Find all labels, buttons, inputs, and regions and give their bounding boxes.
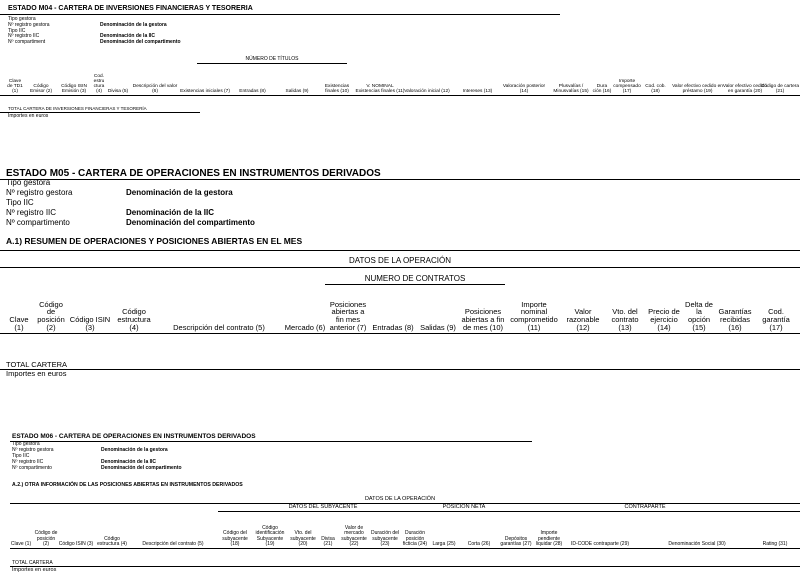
m05-header-label: Tipo IIC [6, 198, 34, 207]
m05-header-label: Nº registro gestora [6, 188, 73, 197]
m06-column-label: Código ISIN (3) [58, 540, 94, 547]
m05-header-label: Nº registro IIC [6, 208, 57, 217]
m04-header-label: Nº registro IIC [8, 33, 40, 40]
m05-column-header [714, 284, 756, 332]
m06-column-label: Código identificación Subyacente (19) [255, 525, 285, 547]
m06-column-label: Duración del subyacente (23) [370, 530, 400, 547]
m05-column-header [156, 284, 282, 332]
m05-column-header [282, 284, 328, 332]
m05-column-header [68, 284, 112, 332]
m04-column-header [180, 64, 230, 94]
m04-column-header [56, 64, 92, 94]
m06-column-header [94, 512, 130, 547]
m04-header-label: Tipo IIC [8, 27, 26, 34]
m05-header-label: Nº compartimento [6, 218, 70, 227]
m05-column-label: Código de posición (2) [37, 299, 65, 333]
m06-units: Importes en euros [12, 567, 57, 573]
m05-column-header [684, 284, 714, 332]
m05-column-label: Código estructura (4) [117, 307, 151, 333]
m06-column-header [458, 512, 500, 547]
m04-header-label: Nº registro gestora [8, 21, 50, 28]
m04-column-header [130, 64, 180, 94]
m06-header-label: Tipo IIC [12, 452, 30, 459]
m04-column-label: Valor efectivo cedido en garantía (20) [722, 83, 768, 94]
m06-group-datos-subyacente: DATOS DEL SUBYACENTE [288, 504, 358, 510]
m06-column-header [130, 512, 216, 547]
m05-column-header [508, 284, 560, 332]
m04-column-label: Cod. estru ctura (4) [93, 73, 105, 94]
m06-column-header [338, 512, 370, 547]
m05-column-header [112, 284, 156, 332]
m06-group-contraparte: CONTRAPARTE [624, 504, 666, 510]
m06-column-label: Vto. del subyacente (20) [290, 530, 316, 547]
m04-column-header [550, 64, 592, 94]
m06-column-header [218, 512, 252, 547]
m05-column-label: Posiciones abiertas a fin de mes (10) [461, 307, 505, 333]
m04-column-header [6, 64, 24, 94]
m06-column-header [400, 512, 430, 547]
m06-group-posicion-neta: POSICIÓN NETA [442, 504, 486, 510]
m04-column-label: Divisa (5) [107, 88, 129, 94]
m04-column-header [92, 64, 106, 94]
m06-column-label: Importe pendiente liquidar (28) [535, 530, 563, 547]
m06-column-label: ID-CODE contraparte (29) [570, 540, 630, 547]
m06-header-value: Denominación de la IIC [101, 458, 157, 465]
m06-column-label: Denominación Social (30) [668, 540, 726, 547]
m04-header-value: Denominación de la IIC [100, 33, 156, 40]
m04-column-label: Valoración inicial (12) [404, 88, 450, 94]
m04-group-numero-titulos: NÚMERO DE TÍTULOS [245, 56, 299, 62]
m05-column-label: Código ISIN (3) [69, 315, 111, 333]
m05-column-header [560, 284, 606, 332]
m06-column-headers [0, 512, 800, 547]
m06-column-header [634, 512, 760, 547]
m06-column-label: Larga (25) [432, 540, 456, 547]
m06-column-label: Código de posición (2) [34, 530, 58, 547]
m06-column-header [58, 512, 94, 547]
m05-group-numero-contratos: NUMERO DE CONTRATOS [364, 274, 466, 283]
m06-column-header [252, 512, 288, 547]
m04-column-label: V. NOMINAL Existencias finales (11) [355, 83, 405, 94]
m06-column-header [566, 512, 634, 547]
m06-column-label: Corta (26) [467, 540, 491, 547]
m04-column-header [760, 64, 800, 94]
m05-group-datos-operacion: DATOS DE LA OPERACIÓN [349, 256, 451, 265]
m06-column-header [318, 512, 338, 547]
m06-header-rule [10, 548, 800, 549]
m04-column-header [402, 64, 452, 94]
m06-column-header [760, 512, 790, 547]
m05-column-header [4, 284, 34, 332]
m04-header-rule [0, 95, 800, 96]
m04-column-label: Plusvalías / Minusvalías (15) [553, 83, 589, 94]
m05-header-value: Denominación del compartimento [126, 218, 255, 227]
m06-header-label: Tipo gestora [12, 441, 40, 447]
m06-column-label: Depósitos garantías (27) [500, 535, 532, 547]
m04-section [0, 0, 800, 125]
m04-column-headers [0, 64, 800, 94]
m05-column-label: Entradas (8) [372, 323, 414, 333]
m04-header-value: Denominación de la gestora [100, 21, 167, 28]
m05-group-rule [0, 267, 800, 268]
m06-header-value: Denominación del compartimento [101, 464, 182, 471]
m05-column-label: Salidas (9) [420, 323, 456, 333]
m05-title: ESTADO M05 - CARTERA DE OPERACIONES EN INSTRUMENTOS DERIVADOS [6, 168, 381, 179]
m06-total: TOTAL CARTERA [12, 560, 53, 566]
m05-column-label: Delta de la opción (15) [685, 299, 713, 333]
m06-column-header [288, 512, 318, 547]
m06-column-label: Rating (31) [762, 540, 788, 547]
m04-column-label: Descripción del valor (6) [132, 83, 178, 94]
m06-header-label: Nº registro gestora [12, 446, 54, 453]
m04-column-label: Valoración posterior (14) [502, 83, 546, 94]
m04-column-header [107, 64, 129, 94]
m04-header-label: Tipo gestora [8, 16, 36, 22]
m04-column-label: Dura ción (16) [592, 83, 612, 94]
m04-column-header [670, 64, 725, 94]
m05-column-label: Garantías recibidas (16) [718, 307, 752, 333]
m06-column-label: Divisa (21) [321, 535, 335, 547]
m05-header-value: Denominación de la IIC [126, 208, 215, 217]
m06-title: ESTADO M06 - CARTERA DE OPERACIONES EN INSTRUMENTOS DERIVADOS [12, 433, 256, 440]
m06-header-value: Denominación de la gestora [101, 446, 168, 453]
m05-total: TOTAL CARTERA [6, 360, 67, 369]
m06-section [0, 428, 800, 577]
m06-column-header [430, 512, 458, 547]
m06-group-datos-operacion: DATOS DE LA OPERACIÓN [364, 496, 436, 502]
m05-column-header [368, 284, 418, 332]
m04-title-rule [0, 14, 560, 15]
m05-header-rule [0, 333, 800, 334]
m04-column-label: Existencias iniciales (7) [180, 88, 230, 94]
m05-column-label: Descripción del contrato (5) [173, 323, 265, 333]
m05-column-label: Vto. del contrato (13) [611, 307, 639, 333]
m05-column-header [756, 284, 796, 332]
m05-column-label: Clave (1) [9, 315, 29, 333]
m06-column-header [34, 512, 58, 547]
m04-column-header [355, 64, 405, 94]
m05-column-header [328, 284, 368, 332]
m04-column-label: Intereses (13) [462, 88, 493, 94]
m04-column-header [643, 64, 668, 94]
m04-units: Importes en euros [8, 113, 49, 119]
m04-column-header [230, 64, 275, 94]
m05-column-header [34, 284, 68, 332]
m04-column-label: Código Emisor (2) [29, 83, 53, 94]
m04-column-label: Clave de TD1 (1) [7, 78, 23, 94]
m04-column-label: Cod. cob. (18) [645, 83, 666, 94]
m06-subtitle: A.2.) OTRA INFORMACIÓN DE LAS POSICIONES ABIERTAS EN INSTRUMENTOS DERIVADOS [12, 482, 243, 488]
m04-column-label: Salidas (9) [285, 88, 309, 94]
m04-column-label: Existencias finales (10) [324, 83, 350, 94]
m04-column-label: Entradas (8) [239, 88, 266, 94]
m05-column-headers [0, 284, 800, 332]
m04-header-value: Denominación del compartimento [100, 39, 181, 46]
m06-column-header [500, 512, 532, 547]
m06-column-header [370, 512, 400, 547]
m04-column-label: Código de cartera (21) [760, 83, 800, 94]
m06-column-label: Descripción del contrato (5) [142, 540, 204, 547]
m04-column-header [277, 64, 317, 94]
m06-column-label: Valor de mercado subyacente (22) [341, 525, 367, 547]
m06-total-rule [10, 566, 800, 567]
m05-units: Importes en euros [6, 369, 67, 378]
m05-column-header [458, 284, 508, 332]
m05-header-label: Tipo gestora [6, 178, 51, 187]
m06-column-label: Clave (1) [10, 540, 32, 547]
m05-header-value: Denominación de la gestora [126, 188, 233, 197]
m05-subtitle-rule [0, 250, 800, 251]
m04-column-header [592, 64, 612, 94]
m04-column-header [455, 64, 500, 94]
m04-title: ESTADO M04 - CARTERA DE INVERSIONES FINANCIERAS Y TESORERIA [8, 5, 253, 12]
m05-subtitle: A.1) RESUMEN DE OPERACIONES Y POSICIONES ABIERTAS EN EL MES [6, 236, 303, 246]
m05-column-header [606, 284, 644, 332]
m04-header-label: Nº compartiment [8, 39, 46, 46]
m05-column-header [418, 284, 458, 332]
m04-column-header [26, 64, 56, 94]
m05-total-rule [0, 369, 800, 370]
m04-column-header [500, 64, 548, 94]
m05-title-rule [0, 179, 800, 180]
m06-title-rule [10, 441, 532, 442]
m04-column-label: Importe compensado (17) [613, 78, 641, 94]
m05-column-label: Posiciones abiertas a fin mes anterior (7) [329, 299, 367, 333]
m04-column-label: Valor efectivo cedido en préstamo (19) [672, 83, 723, 94]
m05-column-header [644, 284, 684, 332]
m05-column-label: Precio de ejercicio (14) [648, 307, 680, 333]
m05-column-label: Mercado (6) [284, 323, 326, 333]
m05-column-label: Importe nominal comprometido (11) [510, 299, 558, 333]
m04-column-label: Código ISIN Emisión (3) [61, 83, 87, 94]
m06-column-label: Código del subyacente (18) [222, 530, 248, 547]
m06-header-label: Nº registro IIC [12, 458, 44, 465]
m04-total: TOTAL CARTERA DE INVERSIONES FINANCIERAS Y TESORERÍA [8, 106, 147, 111]
m05-section [0, 160, 800, 380]
m04-column-header [612, 64, 642, 94]
m05-column-label: Valor razonable (12) [566, 307, 600, 333]
m06-column-label: Código estructura (4) [97, 535, 127, 547]
m05-column-label: Cod. garantía (17) [762, 307, 790, 333]
m04-column-header [318, 64, 356, 94]
m06-column-header [532, 512, 566, 547]
m06-header-label: Nº compartimento [12, 464, 52, 471]
m06-column-label: Duración posición ficticia (24) [402, 530, 428, 547]
m06-column-header [10, 512, 32, 547]
